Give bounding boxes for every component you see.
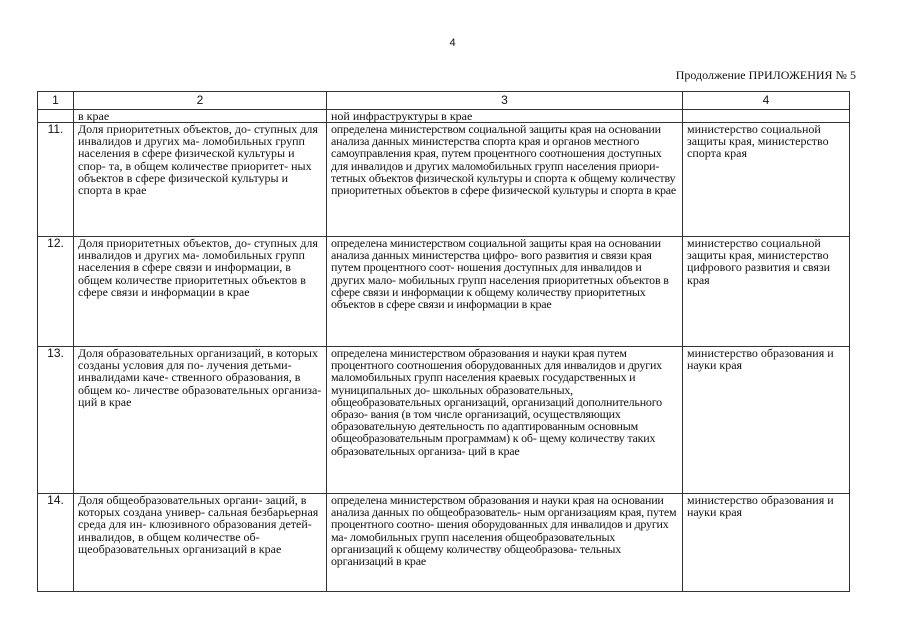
cell-responsible: министерство образования и науки края	[683, 494, 850, 592]
cell-indicator: Доля общеобразовательных органи- заций, в которых создана универ- сальная безбарьерная среда для ин- клюзивного образования детей- инвалидов, в общем количестве об- щеобразовательных организаций в крае	[74, 494, 327, 592]
cell-method: определена министерством социальной защиты края на основании анализа данных министерства спорта края и органов местного самоуправления края, путем процентного соотношения доступных для инвалидов и других маломобильных групп населения приори- тетных объектов физической культуры и спорта к общему количеству приоритетных объектов в сфере физической культуры и спорта в крае	[327, 123, 683, 237]
cell-number	[38, 110, 74, 123]
table-header-row	[38, 92, 850, 110]
table-row	[38, 237, 850, 347]
column-header-3: 3	[327, 92, 683, 110]
cell-responsible: министерство социальной защиты края, министерство цифрового развития и связи края	[683, 237, 850, 347]
cell-indicator: Доля приоритетных объектов, до- ступных для инвалидов и других ма- ломобильных групп населения в сфере связи и информации, в общем количестве приоритетных объектов в сфере связи и информации в крае	[74, 237, 327, 347]
table-row-continuation	[38, 110, 850, 123]
cell-indicator: Доля образовательных организаций, в которых созданы условия для по- лучения детьми-инвалидами каче- ственного образования, в общем ко- личестве образовательных организа- ций в крае	[74, 347, 327, 494]
appendix-continuation-label: Продолжение ПРИЛОЖЕНИЯ № 5	[675, 68, 856, 82]
cell-indicator: в крае	[74, 110, 327, 123]
cell-number: 11.	[38, 123, 74, 237]
cell-number: 13.	[38, 347, 74, 494]
cell-number: 14.	[38, 494, 74, 592]
page-number: 4	[449, 37, 456, 49]
table-row	[38, 494, 850, 592]
column-header-2: 2	[74, 92, 327, 110]
cell-indicator: Доля приоритетных объектов, до- ступных для инвалидов и других ма- ломобильных групп населения в сфере физической культуры и спор- та, в общем количестве приоритет- ных объектов в сфере физической культуры и спорта в крае	[74, 123, 327, 237]
cell-method: ной инфраструктуры в крае	[327, 110, 683, 123]
table-row	[38, 123, 850, 237]
table-row	[38, 347, 850, 494]
cell-method: определена министерством образования и науки края путем процентного соотношения оборудованных для инвалидов и других маломобильных групп населения краевых государственных и муниципальных до- школьных образовательных, общеобразовательных организаций, организаций дополнительного образо- вания (в том числе организаций, осуществляющих образовательную деятельность по адаптированным основным общеобразовательным программам) к об- щему количеству таких образовательных организа- ций в крае	[327, 347, 683, 494]
cell-responsible: министерство образования и науки края	[683, 347, 850, 494]
cell-method: определена министерством образования и науки края на основании анализа данных по общеобразователь- ным организациям края, путем процентного соотно- шения оборудованных для инвалидов и других ма- ломобильных групп населения общеобразовательных организаций к общему количеству общеобразова- тельных организаций в крае	[327, 494, 683, 592]
cell-number: 12.	[38, 237, 74, 347]
cell-responsible: министерство социальной защиты края, министерство спорта края	[683, 123, 850, 237]
indicators-table	[37, 91, 850, 592]
cell-responsible	[683, 110, 850, 123]
cell-method: определена министерством социальной защиты края на основании анализа данных министерства цифро- вого развития и связи края путем процентного соот- ношения доступных для инвалидов и других мало- мобильных групп населения приоритетных объектов в сфере связи и информации к общему количеству приоритетных объектов в сфере связи и информации в крае	[327, 237, 683, 347]
column-header-1: 1	[38, 92, 74, 110]
column-header-4: 4	[683, 92, 850, 110]
